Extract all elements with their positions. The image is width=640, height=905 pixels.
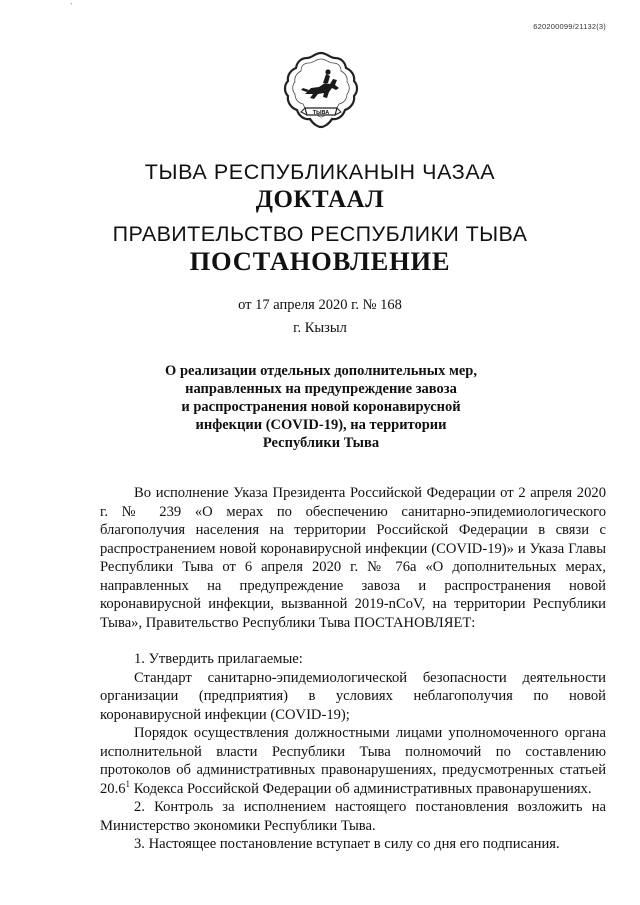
article-superscript: 1 [125, 778, 131, 789]
corner-mark: ` [70, 2, 73, 11]
header-tuvan-doc-type: ДОКТААЛ [255, 186, 385, 213]
city: г. Кызыл [293, 320, 347, 336]
subject-line: инфекции (COVID-19), на территории [195, 417, 447, 433]
item-2: 2. Контроль за исполнением настоящего постановления возложить на Министерство экономики Республики Тыва. [100, 799, 606, 834]
header-doc-type: ПОСТАНОВЛЕНИЕ [189, 246, 451, 276]
document-body [100, 484, 606, 854]
subject-line: О реализации отдельных дополнительных мер, [165, 363, 477, 379]
document-number: 620200099/21132(3) [533, 22, 606, 31]
date-and-number: от 17 апреля 2020 г. № 168 [238, 297, 402, 313]
item-1-standard: Стандарт санитарно-эпидемиологической безопасности деятельности организации (предприятия) в условиях неблагополучия по новой коронавирусной инфекции (COVID-19); [100, 669, 606, 723]
item-1-procedure-text: Порядок осуществления должностными лицами уполномоченного органа исполнительной власти Республики Тыва полномочий по составлению протоколов об административных правонарушениях, предусмотренных статьей 20.6 [100, 725, 606, 797]
item-1-procedure-text-end: Кодекса Российской Федерации об административных правонарушениях. [130, 780, 592, 797]
subject-line: направленных на предупреждение завоза [185, 381, 457, 397]
tuva-coat-of-arms-icon [283, 50, 359, 132]
preamble-paragraph: Во исполнение Указа Президента Российской Федерации от 2 апреля 2020 г. № 239 «О мерах по обеспечению санитарно-эпидемиологического благополучия населения на территории Российской Федерации в связи с распространением новой коронавирусной инфекции (COVID-19)» и Указа Главы Республики Тыва от 6 апреля 2020 г. № 76а «О дополнительных мерах, направленных на предупреждение завоза и распространения новой коронавирусной инфекции, вызванной 2019-nCoV, на территории Республики Тыва», Правительство Республики Тыва ПОСТАНОВЛЯЕТ: [100, 485, 606, 631]
header-tuvan-government: ТЫВА РЕСПУБЛИКАНЫН ЧАЗАА [144, 160, 496, 184]
subject-line: Республики Тыва [262, 435, 380, 451]
document-subject [150, 362, 492, 452]
emblem-label: ТЫВА [312, 110, 330, 116]
item-1: 1. Утвердить прилагаемые: [134, 651, 303, 667]
header-government: ПРАВИТЕЛЬСТВО РЕСПУБЛИКИ ТЫВА [112, 222, 528, 246]
subject-line: и распространения новой коронавирусной [181, 399, 461, 415]
item-3: 3. Настоящее постановление вступает в силу со дня его подписания. [134, 836, 560, 852]
item-1-procedure [100, 724, 606, 798]
